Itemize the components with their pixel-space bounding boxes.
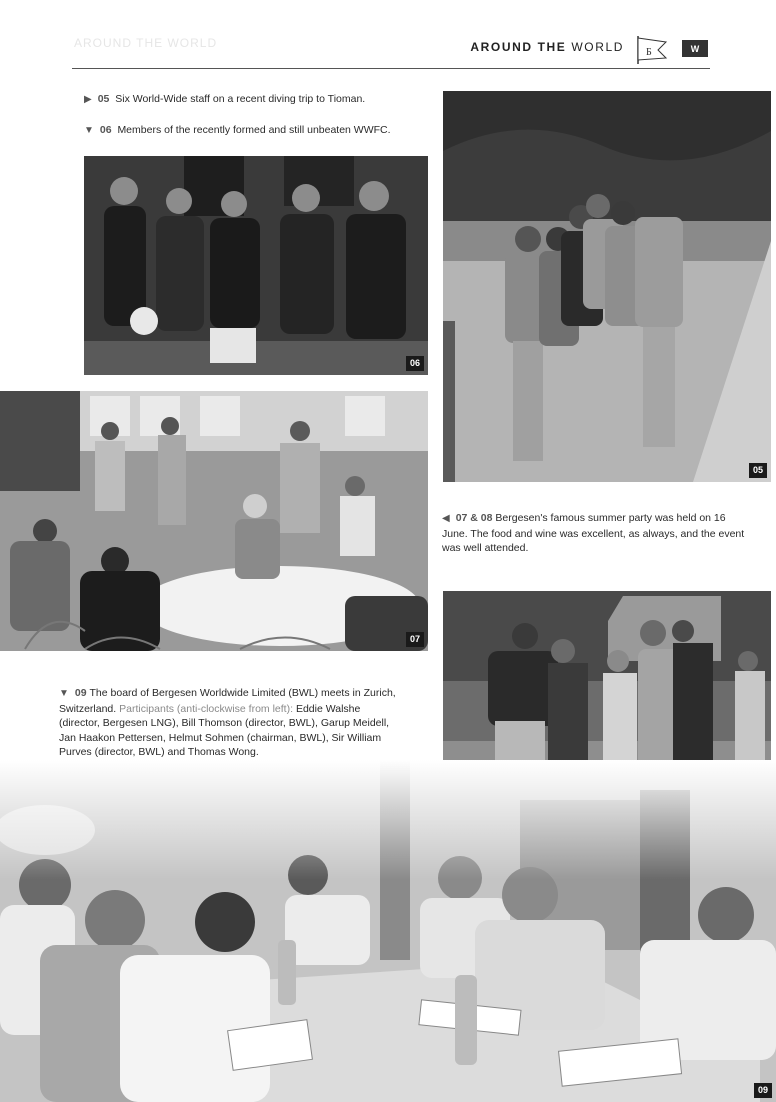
caption-text: The board of Bergesen Worldwide Limited (BWL) meets in Zurich, Switzerland. [59,687,396,715]
flag-logo-icon [636,36,668,64]
photo-badge: 06 [406,356,424,371]
worldwide-logo: W [682,40,708,57]
caption-09 [59,686,404,760]
caption-text: Bergesen's famous summer party was held on 16 June. The food and wine was excellent, as always, and the event was well attended. [442,512,745,554]
triangle-right-icon: ▶ [84,94,92,105]
caption-07-08 [442,511,752,556]
triangle-down-icon: ▼ [59,688,69,699]
photo-badge: 07 [406,632,424,647]
photo-05 [443,91,771,482]
caption-05 [84,92,434,108]
triangle-down-icon: ▼ [84,125,94,136]
caption-number: 09 [74,687,87,699]
photo-badge: 05 [749,463,767,478]
section-title-bold: AROUND THE [470,40,567,54]
photo-badge: 09 [754,1083,772,1098]
faded-header-text: AROUND THE WORLD [74,36,218,50]
photo-06 [84,156,428,375]
triangle-left-icon: ◀ [442,513,450,524]
header-rule [72,68,710,69]
caption-text: Six World-Wide staff on a recent diving trip to Tioman. [115,93,366,105]
caption-number: 06 [99,124,112,136]
caption-names: Eddie Walshe (director, Bergesen LNG), Bill Thomson (director, BWL), Garup Meidell, Jan Haakon Pettersen, Helmut Sohmen (chairman, BWL), Sir William Purves (director, BWL) and Thomas Wong. [59,702,390,758]
caption-number: 05 [97,93,110,105]
photo-09 [0,760,776,1102]
photo-07 [0,391,428,651]
caption-number: 07 & 08 [455,512,493,524]
caption-grey-text: Participants (anti-clockwise from left): [119,702,294,715]
svg-text:Б: Б [646,47,652,58]
section-title [470,40,624,54]
caption-06 [84,123,434,139]
caption-text: Members of the recently formed and still unbeaten WWFC. [117,124,391,136]
section-title-light: WORLD [571,40,624,54]
